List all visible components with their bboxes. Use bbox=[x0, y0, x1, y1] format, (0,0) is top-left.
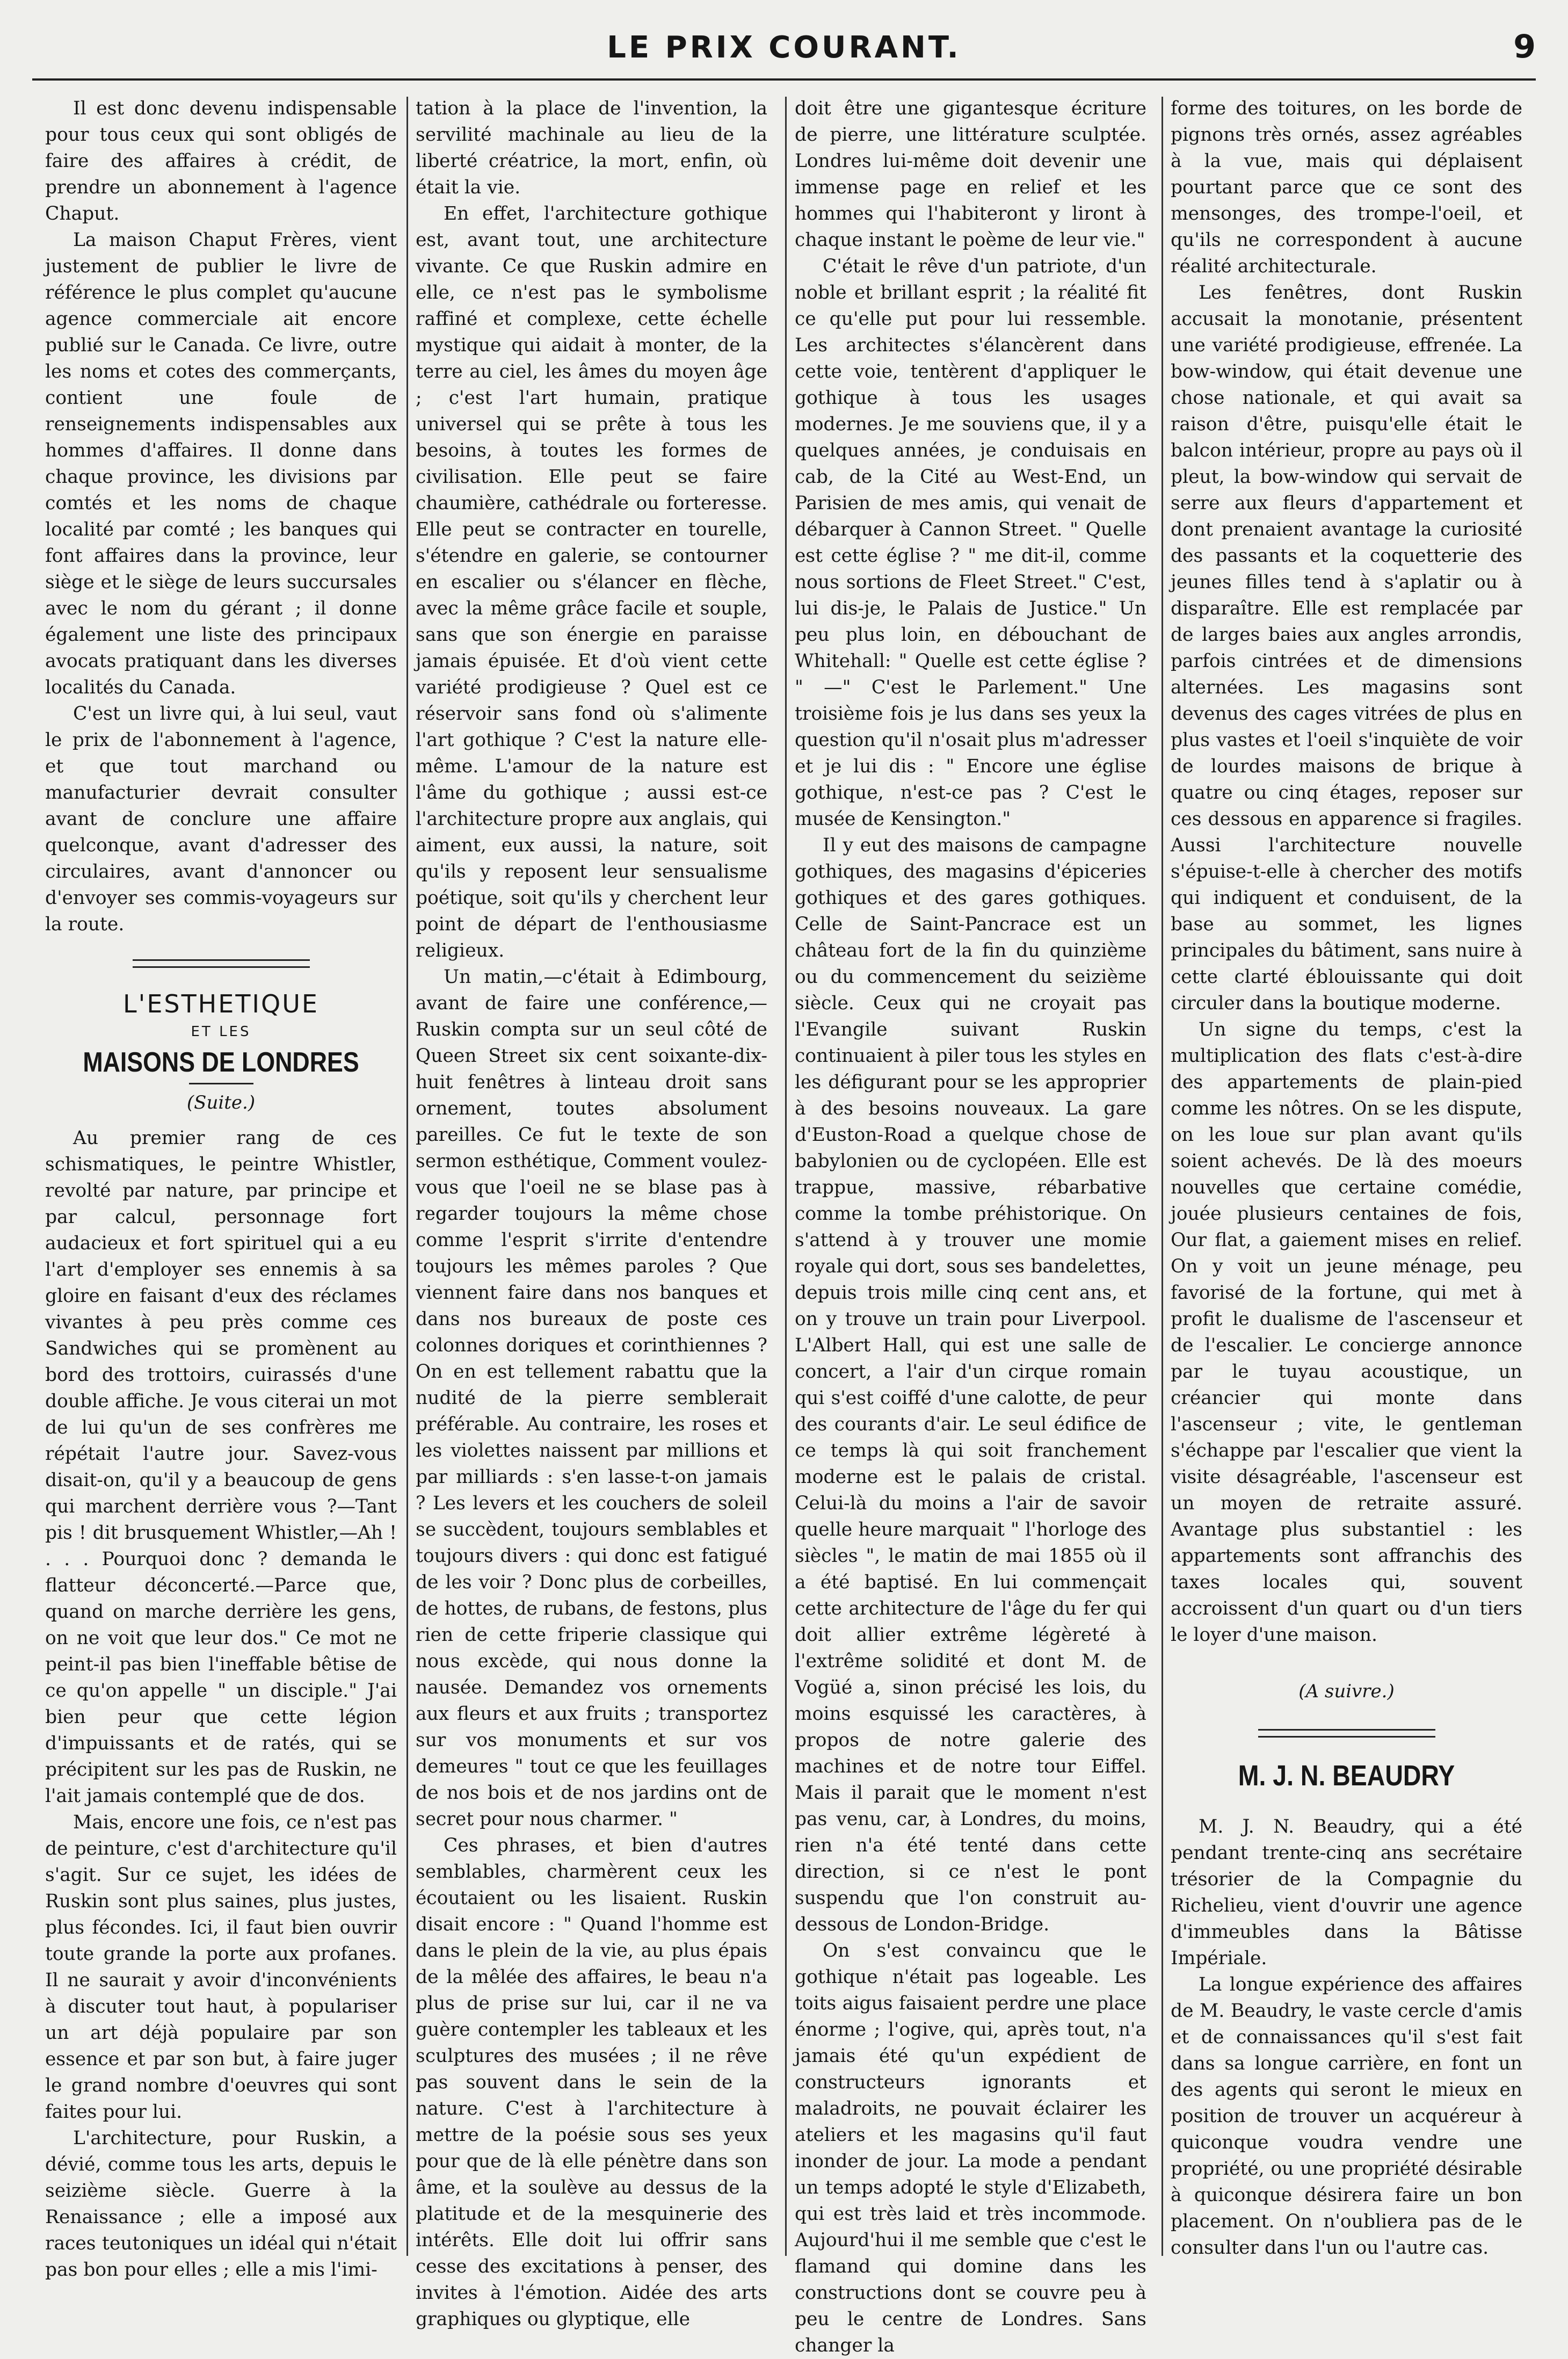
column-divider bbox=[406, 97, 408, 2256]
beaudry-title: M. J. N. BEAUDRY bbox=[1238, 1760, 1455, 1792]
column-divider bbox=[785, 97, 787, 2256]
article-subtitle: MAISONS DE LONDRES bbox=[83, 1047, 359, 1078]
paragraph: Au premier rang de ces schismatiques, le peintre Whistler, revolté par nature, par principe et par calcul, personnage fort audacieux et fort spirituel qui a eu l'art d'employer ses ennemis à sa gloire en faisant d'eux des réclames vivantes à peu près comme ces Sandwiches qui se promènent au bord des trottoirs, cuirassés d'une double affiche. Je vous citerai un mot de lui qu'un de ses confrères me répétait l'autre jour. Savez-vous disait-on, qu'il y a beaucoup de gens qui marchent derrière vous ?—Tant pis ! dit brusquement Whistler,—Ah ! . . . Pourquoi donc ? demanda le flatteur déconcerté.—Parce que, quand on marche derrière les gens, on ne voit que leur dos." Ce mot ne peint-il pas bien l'ineffable bêtise de ce qu'on appelle " un disciple." J'ai bien peur que cette légion d'impuissants et de ratés, qui se précipitent sur les pas de Ruskin, ne l'ait jamais contemplé que de dos. bbox=[45, 1127, 397, 1807]
paragraph: doit être une gigantesque écriture de pierre, une littérature sculptée. Londres lui-même doit devenir une immense page en relief et les hommes qui l'habiteront y liront à chaque instant le poème de leur vie." bbox=[795, 98, 1146, 251]
paragraph: Un matin,—c'était à Edimbourg, avant de faire une conférence,—Ruskin compta sur un seul côté de Queen Street six cent soixante-dix-huit fenêtres à linteau droit sans ornement, toutes absolument pareilles. Ce fut le texte de son sermon esthétique, Comment voulez-vous que l'oeil ne se blase pas à regarder toujours la même chose comme l'esprit s'irrite d'entendre toujours les mêmes paroles ? Que viennent faire dans nos banques et dans nos bureaux de poste ces colonnes doriques et corinthiennes ? On en est tellement rabattu que la nudité de la pierre semblerait préférable. Au contraire, les roses et les violettes naissent par millions et par milliards : s'en lasse-t-on jamais ? Les levers et les couchers de soleil se succèdent, toujours semblables et toujours divers : qui donc est fatigué de les voir ? Donc plus de corbeilles, de hottes, de rubans, de festons, plus rien de cette friperie classique qui nous excède, qui nous donne la nausée. Demandez vos ornements aux fleurs et aux fruits ; transportez sur vos monuments et sur vos demeures " tout ce que les feuillages de nos bois et de nos jardins ont de secret pour nous charmer. " bbox=[416, 966, 767, 1830]
page-number: 9 bbox=[1513, 28, 1536, 66]
paragraph: Un signe du temps, c'est la multiplication des flats c'est-à-dire des appartements de plain-pied comme les nôtres. On se les dispute, on les loue sur plan avant qu'ils soient achevés. De là des moeurs nouvelles que certaine comédie, jouée plusieurs centaines de fois, Our flat, a gaiement mises en relief. On y voit un jeune ménage, peu favorisé de la fortune, qui met à profit le dualisme de l'ascenseur et de l'escalier. Le concierge annonce par le tuyau acoustique, un créancier qui monte dans l'ascenseur ; vite, le gentleman s'échappe par l'escalier que vient la visite désagréable, l'ascenseur est un moyen de retraite assuré. Avantage plus substantiel : les appartements sont affranchis des taxes locales qui, souvent accroissent d'un quart ou d'un tiers le loyer d'une maison. bbox=[1171, 1019, 1522, 1646]
article-title: L'ESTHETIQUE bbox=[123, 989, 319, 1018]
masthead bbox=[32, 12, 1536, 87]
paragraph: M. J. N. Beaudry, qui a été pendant trente-cinq ans secrétaire trésorier de la Compagnie du Richelieu, vient d'ouvrir une agence d'immeubles dans la Bâtisse Impériale. bbox=[1171, 1816, 1522, 1969]
paragraph: En effet, l'architecture gothique est, avant tout, une architecture vivante. Ce que Ruskin admire en elle, ce n'est pas le symbolisme raffiné et complexe, cette échelle mystique qui aidait à monter, de la terre au ciel, les âmes du moyen âge ; c'est l'art humain, pratique universel qui se prête à tous les besoins, à toutes les formes de civilisation. Elle peut se faire chaumière, cathédrale ou forteresse. Elle peut se contracter en tourelle, s'étendre en galerie, se contourner en escalier ou s'élancer en flèche, avec la même grâce facile et souple, sans que son énergie en paraisse jamais épuisée. Et d'où vient cette variété prodigieuse ? Quel est ce réservoir sans fond où s'alimente l'art gothique ? C'est la nature elle-même. L'amour de la nature est l'âme du gothique ; aussi est-ce l'architecture propre aux anglais, qui aiment, eux aussi, la nature, soit qu'ils y reposent leur sensualisme poétique, soit qu'ils y cherchent leur point de départ de l'enthousiasme religieux. bbox=[416, 203, 767, 961]
paragraph: C'était le rêve d'un patriote, d'un noble et brillant esprit ; la réalité fit ce qu'elle put pour lui ressemble. Les architectes s'élancèrent dans cette voie, tentèrent d'appliquer le gothique à tous les usages modernes. Je me souviens que, il y a quelques années, je conduisais en cab, de la Cité au West-End, un Parisien de mes amis, qui venait de débarquer à Cannon Street. " Quelle est cette église ? " me dit-il, comme nous sortions de Fleet Street." C'est, lui dis-je, le Palais de Justice." Un peu plus loin, en débouchant de Whitehall: " Quelle est cette église ? " —" C'est le Parlement." Une troisième fois je lus dans ses yeux la question qu'il n'osait plus m'adresser et je lui dis : " Encore une église gothique, n'est-ce pas ? C'est le musée de Kensington." bbox=[795, 256, 1146, 830]
column-4 bbox=[1171, 96, 1522, 2260]
column-3 bbox=[795, 96, 1146, 2356]
paragraph: C'est un livre qui, à lui seul, vaut le prix de l'abonnement à l'agence, et que tout marchand ou manufacturier devrait consulter avant de conclure une affaire quelconque, avant d'adresser des circulaires, avant d'annoncer ou d'envoyer ses commis-voyageurs sur la route. bbox=[45, 703, 397, 935]
paragraph: tation à la place de l'invention, la servilité machinale au lieu de la liberté créatrice, la mort, enfin, où était la vie. bbox=[416, 98, 767, 198]
paragraph: Il est donc devenu indispensable pour tous ceux qui sont obligés de faire des affaires à crédit, de prendre un abonnement à l'agence Chaput. bbox=[45, 98, 397, 225]
article-title-connector: ET LES bbox=[191, 1024, 251, 1040]
section-separator bbox=[1258, 1729, 1435, 1738]
paragraph: La longue expérience des affaires de M. Beaudry, le vaste cercle d'amis et de connaissances qu'il s'est fait dans sa longue carrière, en font un des agents qui seront le mieux en position de trouver un acquéreur à quiconque voudra vendre une propriété, ou une propriété désirable à quiconque désirera faire un bon placement. On n'oubliera pas de le consulter dans l'un ou l'autre cas. bbox=[1171, 1974, 1522, 2259]
continued-label: (Suite.) bbox=[186, 1092, 256, 1113]
paragraph: forme des toitures, on les borde de pignons très ornés, assez agréables à la vue, mais qui déplaisent pourtant parce que ce sont des mensonges, des trompe-l'oeil, et qu'ils ne correspondent à aucune réalité architecturale. bbox=[1171, 98, 1522, 277]
newspaper-title: LE PRIX COURANT. bbox=[607, 30, 961, 65]
paragraph: Mais, encore une fois, ce n'est pas de peinture, c'est d'architecture qu'il s'agit. Sur ce sujet, les idées de Ruskin sont plus saines, plus justes, plus fécondes. Ici, il faut bien ouvrir toute grande la porte aux profanes. Il ne saurait y avoir d'inconvénients à discuter tout haut, à populariser un art déjà populaire par son essence et par son but, à faire juger le grand nombre d'oeuvres qui sont faites pour lui. bbox=[45, 1812, 397, 2123]
paragraph: Les fenêtres, dont Ruskin accusait la monotanie, présentent une variété prodigieuse, effrenée. La bow-window, qui était devenue une chose nationale, et qui avait sa raison d'être, puisqu'elle était le balcon intérieur, propre au pays où il pleut, la bow-window qui servait de serre aux fleurs d'appartement et dont prenaient avantage la curiosité des passants et la coquetterie des jeunes filles tend à s'aplatir ou à disparaître. Elle est remplacée par de larges baies aux angles arrondis, parfois cintrées et de dimensions alternées. Les magasins sont devenus des cages vitrées de plus en plus vastes et l'oeil s'inquiète de voir de lourdes maisons de brique à quatre ou cinq étages, reposer sur ces dessous en apparence si fragiles. Aussi l'architecture nouvelle s'épuise-t-elle à chercher des motifs qui indiquent et conduisent, de la base au sommet, les lignes principales du bâtiment, sans nuire à cette clarté éblouissante qui doit circuler dans la boutique moderne. bbox=[1171, 282, 1522, 1014]
paragraph: L'architecture, pour Ruskin, a dévié, comme tous les arts, depuis le seizième siècle. Guerre à la Renaissance ; elle a imposé aux races teutoniques un idéal qui n'était pas bon pour elles ; elle a mis l'imi- bbox=[45, 2128, 397, 2281]
paragraph: La maison Chaput Frères, vient justement de publier le livre de référence le plus complet qu'aucune agence commerciale ait encore publié sur le Canada. Ce livre, outre les noms et cotes des commerçants, contient une foule de renseignements indispensables aux hommes d'affaires. Il donne dans chaque province, les divisions par comtés et les noms de chaque localité par comté ; les banques qui font affaires dans la province, leur siège et le siège de leurs succursales avec le nom du gérant ; il donne également une liste des principaux avocats pratiquant dans les diverses localités du Canada. bbox=[45, 229, 397, 698]
column-1 bbox=[45, 96, 397, 2281]
section-separator bbox=[133, 959, 310, 968]
to-be-continued: (A suivre.) bbox=[1298, 1681, 1395, 1702]
paragraph: On s'est convaincu que le gothique n'était pas logeable. Les toits aigus faisaient perdre une place énorme ; l'ogive, qui, après tout, n'a jamais été qu'un expédient de constructeurs ignorants et maladroits, ne pouvait éclairer les ateliers et les magasins qu'il faut inonder de jour. La mode a pendant un temps adopté le style d'Elizabeth, qui est très laid et très incommode. Aujourd'hui il me semble que c'est le flamand qui domine dans les constructions dont se couvre peu à peu le centre de Londres. Sans changer la bbox=[795, 1940, 1146, 2356]
column-2 bbox=[416, 96, 767, 2330]
title-rule bbox=[189, 1083, 253, 1084]
paragraph: Il y eut des maisons de campagne gothiques, des magasins d'épiceries gothiques et des gares gothiques. Celle de Saint-Pancrace est un château fort de la fin du quinzième ou du commencement du seizième siècle. Ceux qui ne croyait pas l'Evangile suivant Ruskin continuaient à piler tous les styles en les défigurant pour se les approprier à des besoins nouveaux. La gare d'Euston-Road a quelque chose de babylonien ou de cyclopéen. Elle est trappue, massive, rébarbative comme la tombe préhistorique. On s'attend à y trouver une momie royale qui dort, sous ses bandelettes, depuis trois mille cinq cent ans, et on y trouve un train pour Liverpool. L'Albert Hall, qui est une salle de concert, a l'air d'un cirque romain qui s'est coiffé d'une calotte, de peur des courants d'air. Le seul édifice de ce temps là qui soit franchement moderne est le palais de cristal. Celui-là du moins a l'air de savoir quelle heure marquait " l'horloge des siècles ", le matin de mai 1855 où il a été baptisé. En lui commençait cette architecture de l'âge du fer qui doit allier extrême légèreté à l'extrême solidité et dont M. de Vogüé a, sinon précisé les lois, du moins esquissé les caractères, à propos de notre galerie des machines et de notre tour Eiffel. Mais il parait que le moment n'est pas venu, car, à Londres, du moins, rien n'a été tenté dans cette direction, si ce n'est le pont suspendu que l'on construit au-dessous de London-Bridge. bbox=[795, 835, 1146, 1935]
paragraph: Ces phrases, et bien d'autres semblables, charmèrent ceux les écoutaient ou les lisaient. Ruskin disait encore : " Quand l'homme est dans le plein de la vie, au plus épais de la mêlée des affaires, le beau n'a plus de prise sur lui, car il ne va guère contempler les tableaux et les sculptures des musées ; il ne rêve pas souvent dans le sein de la nature. C'est à l'architecture à mettre de la poésie sous ses yeux pour que de là elle pénètre dans son âme, et la soulève au dessus de la platitude et de la mesquinerie des intérêts. Elle doit lui offrir sans cesse des excitations à penser, des invites à l'émotion. Aidée des arts graphiques ou glyptique, elle bbox=[416, 1835, 767, 2330]
masthead-rule bbox=[32, 78, 1536, 81]
column-divider bbox=[1162, 97, 1163, 2256]
